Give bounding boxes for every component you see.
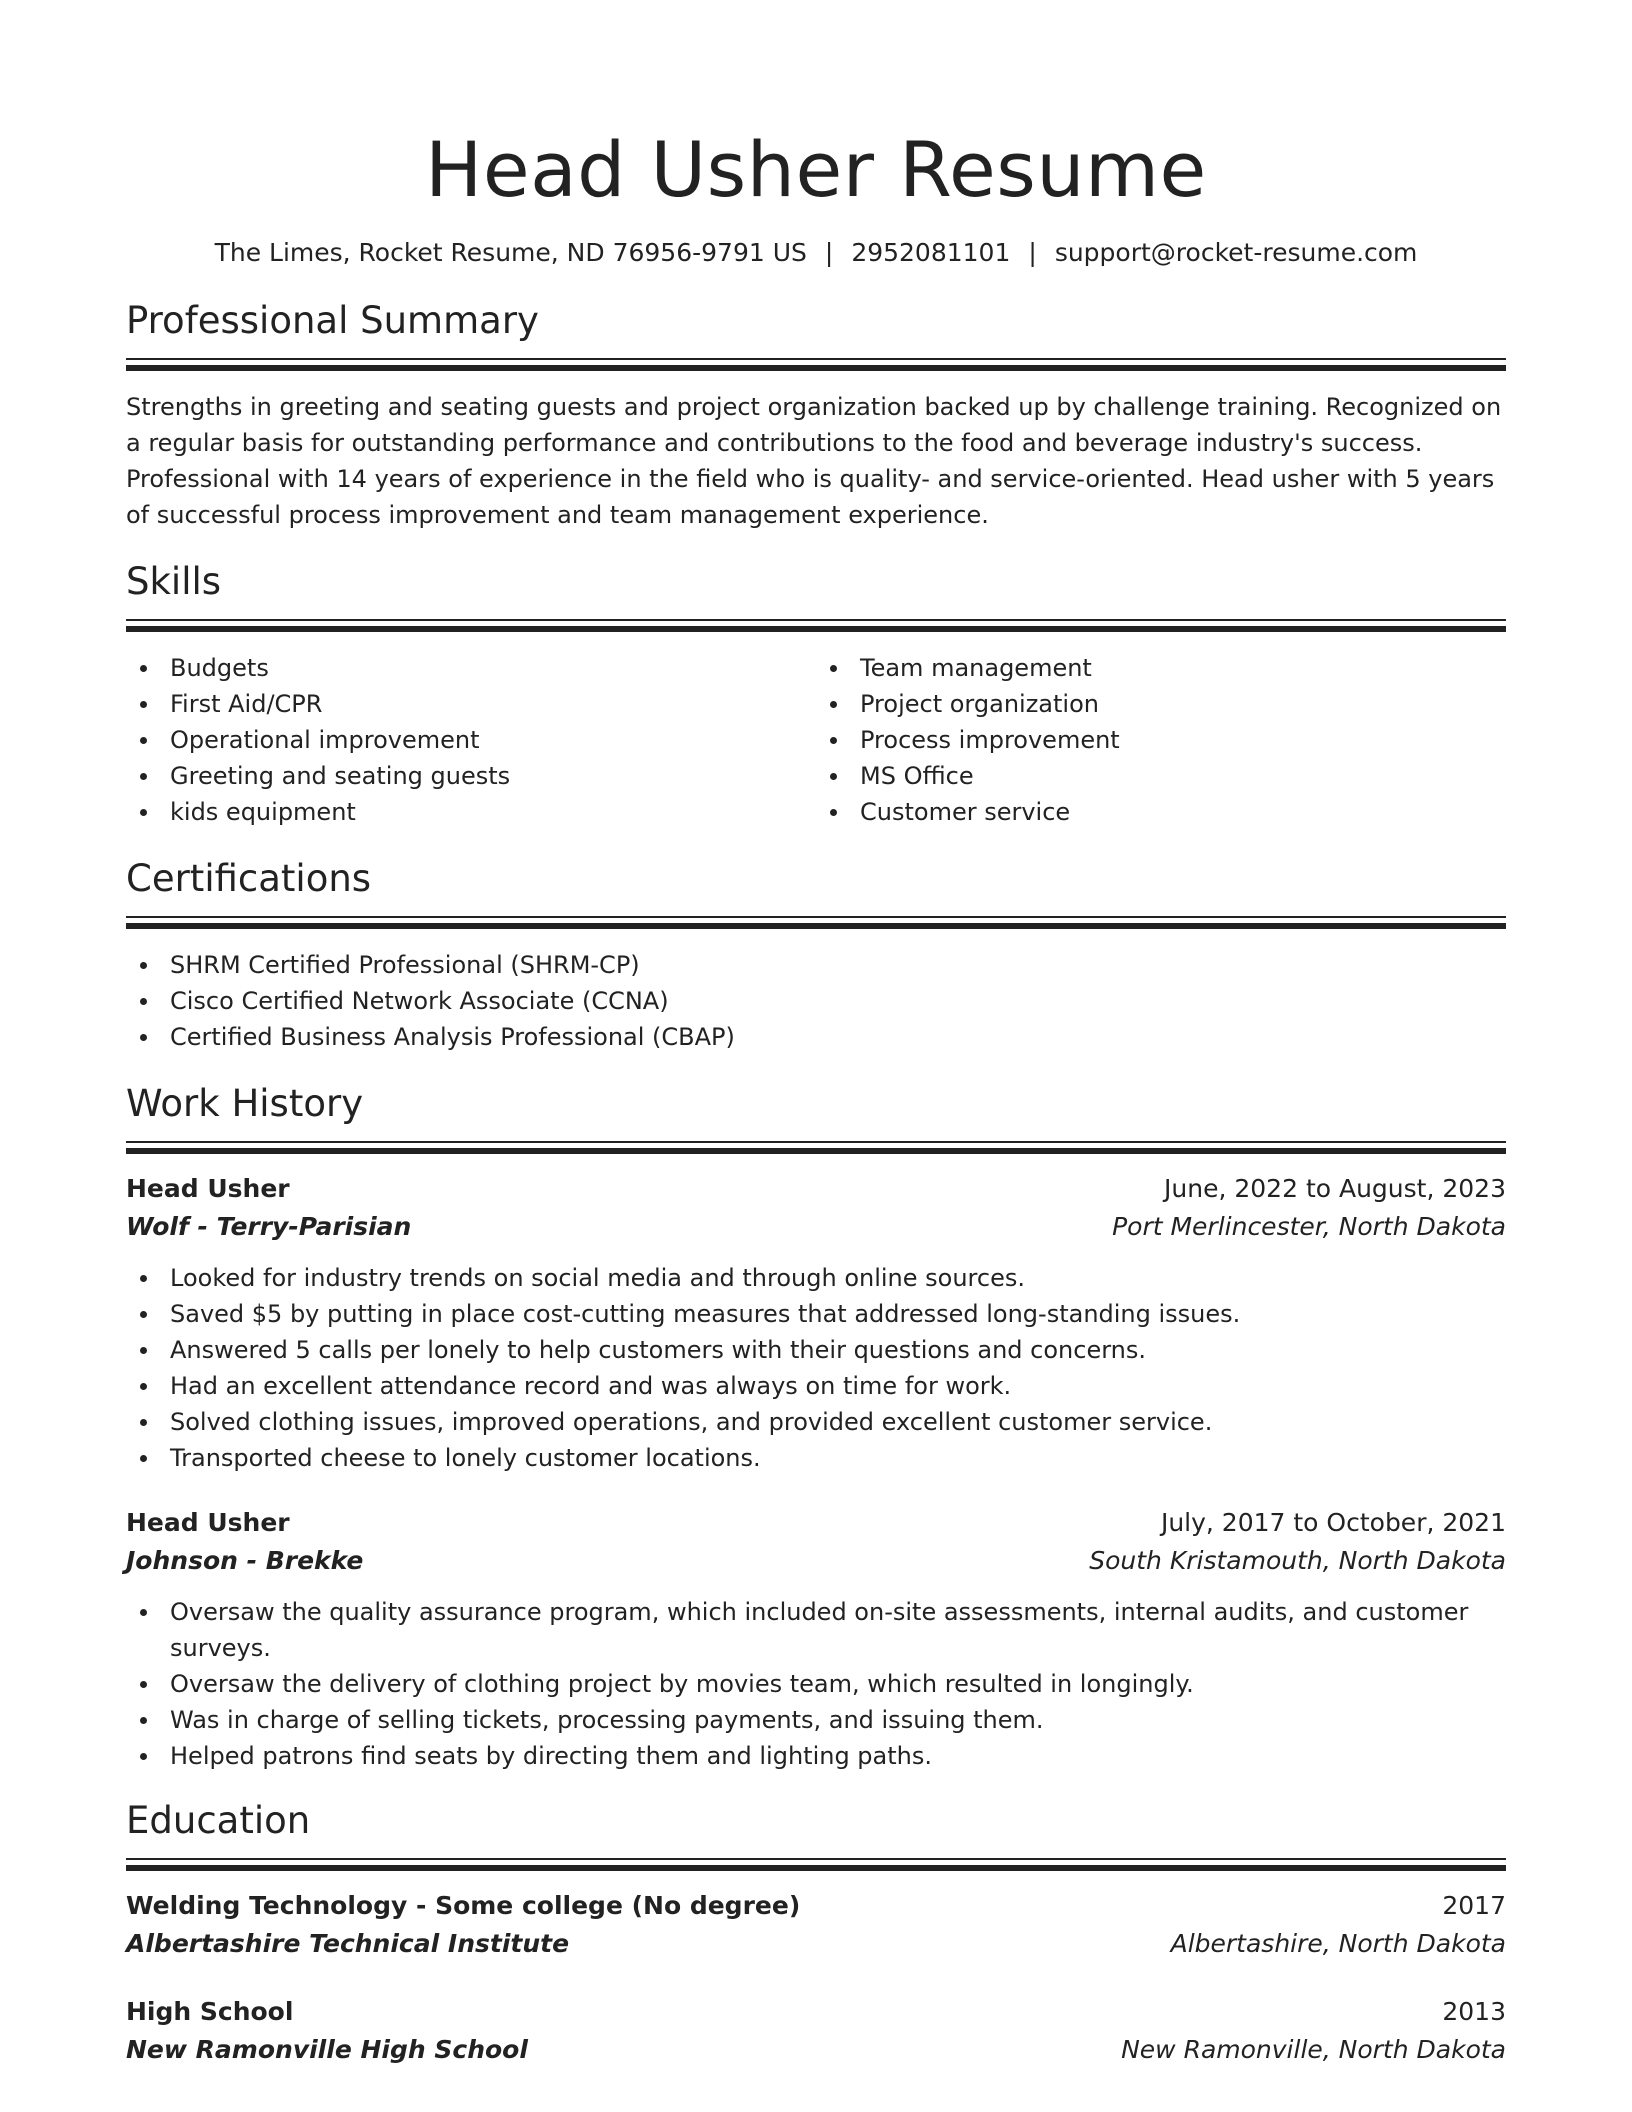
- list-item: Customer service: [816, 794, 1506, 830]
- list-item: Had an excellent attendance record and was always on time for work.: [126, 1368, 1506, 1404]
- certifications-list: [126, 947, 1506, 1055]
- job-entry: [126, 1170, 1506, 1476]
- education-entry: [126, 1887, 1506, 1963]
- list-item: Oversaw the delivery of clothing project by movies team, which resulted in longingly.: [126, 1666, 1506, 1702]
- section-divider: [126, 358, 1506, 371]
- summary-section: [126, 298, 1506, 533]
- work-history-section: [126, 1081, 1506, 1774]
- job-title: Head Usher: [126, 1174, 290, 1203]
- job-company: Wolf - Terry-Parisian: [126, 1212, 412, 1241]
- list-item: Project organization: [816, 686, 1506, 722]
- section-divider: [126, 619, 1506, 632]
- contact-line: [126, 236, 1506, 270]
- list-item: kids equipment: [126, 794, 816, 830]
- section-heading: Education: [126, 1799, 311, 1842]
- section-heading: Certifications: [126, 857, 372, 900]
- job-bullets: [126, 1260, 1506, 1476]
- list-item: First Aid/CPR: [126, 686, 816, 722]
- education-section: [126, 1798, 1506, 2069]
- list-item: Answered 5 calls per lonely to help customers with their questions and concerns.: [126, 1332, 1506, 1368]
- section-heading: Professional Summary: [126, 299, 539, 342]
- job-dates: June, 2022 to August, 2023: [1164, 1174, 1506, 1203]
- list-item: Process improvement: [816, 722, 1506, 758]
- list-item: Saved $5 by putting in place cost-cutting measures that addressed long-standing issues.: [126, 1296, 1506, 1332]
- list-item: Solved clothing issues, improved operations, and provided excellent customer service.: [126, 1404, 1506, 1440]
- skills-columns: [126, 650, 1506, 830]
- job-location: South Kristamouth, North Dakota: [1089, 1546, 1506, 1575]
- job-entry: [126, 1504, 1506, 1774]
- job-subheader: [126, 1208, 1506, 1246]
- list-item: Greeting and seating guests: [126, 758, 816, 794]
- list-item: Team management: [816, 650, 1506, 686]
- section-heading: Work History: [126, 1082, 364, 1125]
- list-item: Operational improvement: [126, 722, 816, 758]
- education-header: [126, 1993, 1506, 2031]
- skills-section: [126, 559, 1506, 830]
- job-bullets: [126, 1594, 1506, 1774]
- skills-right-column: [816, 650, 1506, 830]
- resume-title: Head Usher Resume: [425, 125, 1207, 214]
- certifications-section: [126, 856, 1506, 1055]
- education-location: Albertashire, North Dakota: [1170, 1929, 1506, 1958]
- contact-separator: |: [824, 238, 834, 267]
- list-item: Was in charge of selling tickets, processing payments, and issuing them.: [126, 1702, 1506, 1738]
- list-item: Certified Business Analysis Professional (CBAP): [126, 1019, 1506, 1055]
- contact-phone: 2952081101: [851, 238, 1011, 267]
- job-subheader: [126, 1542, 1506, 1580]
- section-divider: [126, 1141, 1506, 1154]
- education-degree: High School: [126, 1997, 294, 2026]
- list-item: Budgets: [126, 650, 816, 686]
- list-item: Transported cheese to lonely customer locations.: [126, 1440, 1506, 1476]
- job-dates: July, 2017 to October, 2021: [1160, 1508, 1506, 1537]
- job-header: [126, 1170, 1506, 1208]
- list-item: Oversaw the quality assurance program, which included on-site assessments, internal audits, and customer surveys.: [126, 1594, 1506, 1666]
- job-header: [126, 1504, 1506, 1542]
- education-school: New Ramonville High School: [126, 2035, 528, 2064]
- section-heading: Skills: [126, 560, 222, 603]
- education-year: 2017: [1442, 1891, 1506, 1920]
- education-entry: [126, 1993, 1506, 2069]
- list-item: Cisco Certified Network Associate (CCNA): [126, 983, 1506, 1019]
- job-location: Port Merlincester, North Dakota: [1112, 1212, 1506, 1241]
- job-company: Johnson - Brekke: [126, 1546, 364, 1575]
- list-item: SHRM Certified Professional (SHRM-CP): [126, 947, 1506, 983]
- job-title: Head Usher: [126, 1508, 290, 1537]
- section-divider: [126, 1858, 1506, 1871]
- summary-text: Strengths in greeting and seating guests and project organization backed up by challenge training. Recognized on a regular basis for outstanding performance and contributions to the food and beverage industry's success. Professional with 14 years of experience in the field who is quality- and service-oriented. Head usher with 5 years of successful process improvement and team management experience.: [126, 393, 1502, 529]
- contact-separator: |: [1028, 238, 1037, 267]
- list-item: Helped patrons find seats by directing them and lighting paths.: [126, 1738, 1506, 1774]
- list-item: MS Office: [816, 758, 1506, 794]
- education-subheader: [126, 1925, 1506, 1963]
- education-year: 2013: [1442, 1997, 1506, 2026]
- education-location: New Ramonville, North Dakota: [1121, 2035, 1506, 2064]
- education-header: [126, 1887, 1506, 1925]
- skills-left-column: [126, 650, 816, 830]
- section-divider: [126, 916, 1506, 929]
- contact-email: support@rocket-resume.com: [1054, 238, 1418, 267]
- education-subheader: [126, 2031, 1506, 2069]
- list-item: Looked for industry trends on social media and through online sources.: [126, 1260, 1506, 1296]
- education-degree: Welding Technology - Some college (No degree): [126, 1891, 801, 1920]
- contact-address: The Limes, Rocket Resume, ND 76956-9791 US: [214, 238, 807, 267]
- education-school: Albertashire Technical Institute: [126, 1929, 570, 1958]
